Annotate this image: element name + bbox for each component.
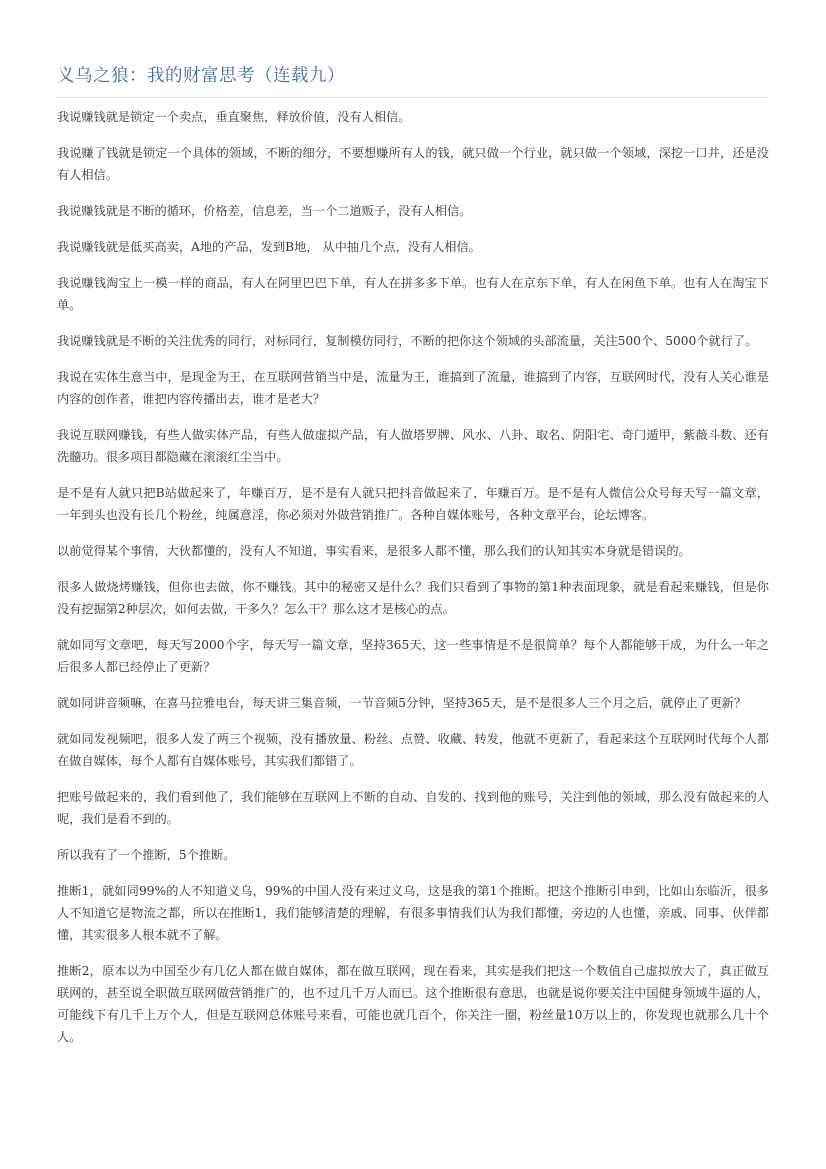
paragraph: 是不是有人就只把B站做起来了，年赚百万，是不是有人就只把抖音做起来了，年赚百万。是不是有人微信公众号每天写一篇文章，一年到头也没有长几个粉丝，纯属意淫，你必须对外做营销推广。各种自媒体账号，各种文章平台，论坛博客。 <box>57 486 769 522</box>
paragraph: 很多人做烧烤赚钱，但你也去做，你不赚钱。其中的秘密又是什么？我们只看到了事物的第1种表面现象，就是看起来赚钱，但是你没有挖掘第2种层次，如何去做，干多久？怎么干？那么这才是核心的点。 <box>57 580 769 616</box>
title-divider <box>57 97 769 98</box>
paragraph: 所以我有了一个推断，5个推断。 <box>57 848 236 862</box>
paragraph: 我说互联网赚钱，有些人做实体产品，有些人做虚拟产品，有人做塔罗牌、风水、八卦、取名、阴阳宅、奇门遁甲，紫薇斗数、还有洗髓功。很多项目都隐藏在滚滚红尘当中。 <box>57 428 769 464</box>
paragraph: 就如同发视频吧，很多人发了两三个视频，没有播放量、粉丝、点赞、收藏、转发，他就不更新了，看起来这个互联网时代每个人都在做自媒体，每个人都有自媒体账号，其实我们都错了。 <box>57 732 769 768</box>
article-body <box>57 106 769 1062</box>
paragraph: 我说赚钱就是锁定一个卖点，垂直聚焦，释放价值，没有人相信。 <box>57 110 411 124</box>
paragraph: 我说赚了钱就是锁定一个具体的领域，不断的细分，不要想赚所有人的钱，就只做一个行业，就只做一个领域，深挖一口井，还是没有人相信。 <box>57 146 769 182</box>
paragraph: 以前觉得某个事情，大伙都懂的，没有人不知道，事实看来，是很多人都不懂，那么我们的认知其实本身就是错误的。 <box>57 544 691 558</box>
paragraph: 我说赚钱就是低买高卖，A地的产品，发到B地， 从中抽几个点，没有人相信。 <box>57 240 481 254</box>
paragraph: 我说在实体生意当中，是现金为王，在互联网营销当中是，流量为王，谁搞到了流量，谁搞到了内容，互联网时代，没有人关心谁是内容的创作者，谁把内容传播出去，谁才是老大？ <box>57 370 769 406</box>
paragraph: 我说赚钱就是不断的循环，价格差，信息差，当一个二道贩子，没有人相信。 <box>57 204 472 218</box>
paragraph: 就如同讲音频嘛，在喜马拉雅电台，每天讲三集音频，一节音频5分钟，坚持365天，是不是很多人三个月之后，就停止了更新？ <box>57 696 747 710</box>
paragraph: 我说赚钱就是不断的关注优秀的同行，对标同行，复制模仿同行，不断的把你这个领域的头部流量，关注500个、5000个就行了。 <box>57 334 758 348</box>
article-title: 义乌之狼：我的财富思考（连载九） <box>57 66 345 86</box>
paragraph: 推断2，原本以为中国至少有几亿人都在做自媒体，都在做互联网，现在看来，其实是我们把这一个数值自己虚拟放大了，真正做互联网的，甚至说全职做互联网做营销推广的，也不过几千万人而已。这个推断很有意思，也就是说你要关注中国健身领域牛逼的人，可能线下有几千上万个人，但是互联网总体账号来看，可能也就几百个，你关注一圈，粉丝量10万以上的，你发现也就那么几十个人。 <box>57 964 769 1044</box>
paragraph: 推断1，就如同99%的人不知道义乌，99%的中国人没有来过义乌，这是我的第1个推断。把这个推断引申到，比如山东临沂，很多人不知道它是物流之都，所以在推断1，我们能够清楚的理解，有很多事情我们认为我们都懂，旁边的人也懂，亲戚、同事、伙伴都懂，其实很多人根本就不了解。 <box>57 884 769 942</box>
paragraph: 就如同写文章吧，每天写2000个字，每天写一篇文章，坚持365天，这一些事情是不是很简单？每个人都能够干成，为什么一年之后很多人都已经停止了更新？ <box>57 638 769 674</box>
paragraph: 我说赚钱淘宝上一模一样的商品，有人在阿里巴巴下单，有人在拼多多下单。也有人在京东下单，有人在闲鱼下单。也有人在淘宝下单。 <box>57 276 769 312</box>
paragraph: 把账号做起来的，我们看到他了，我们能够在互联网上不断的自动、自发的、找到他的账号，关注到他的领域，那么没有做起来的人呢，我们是看不到的。 <box>57 790 769 826</box>
